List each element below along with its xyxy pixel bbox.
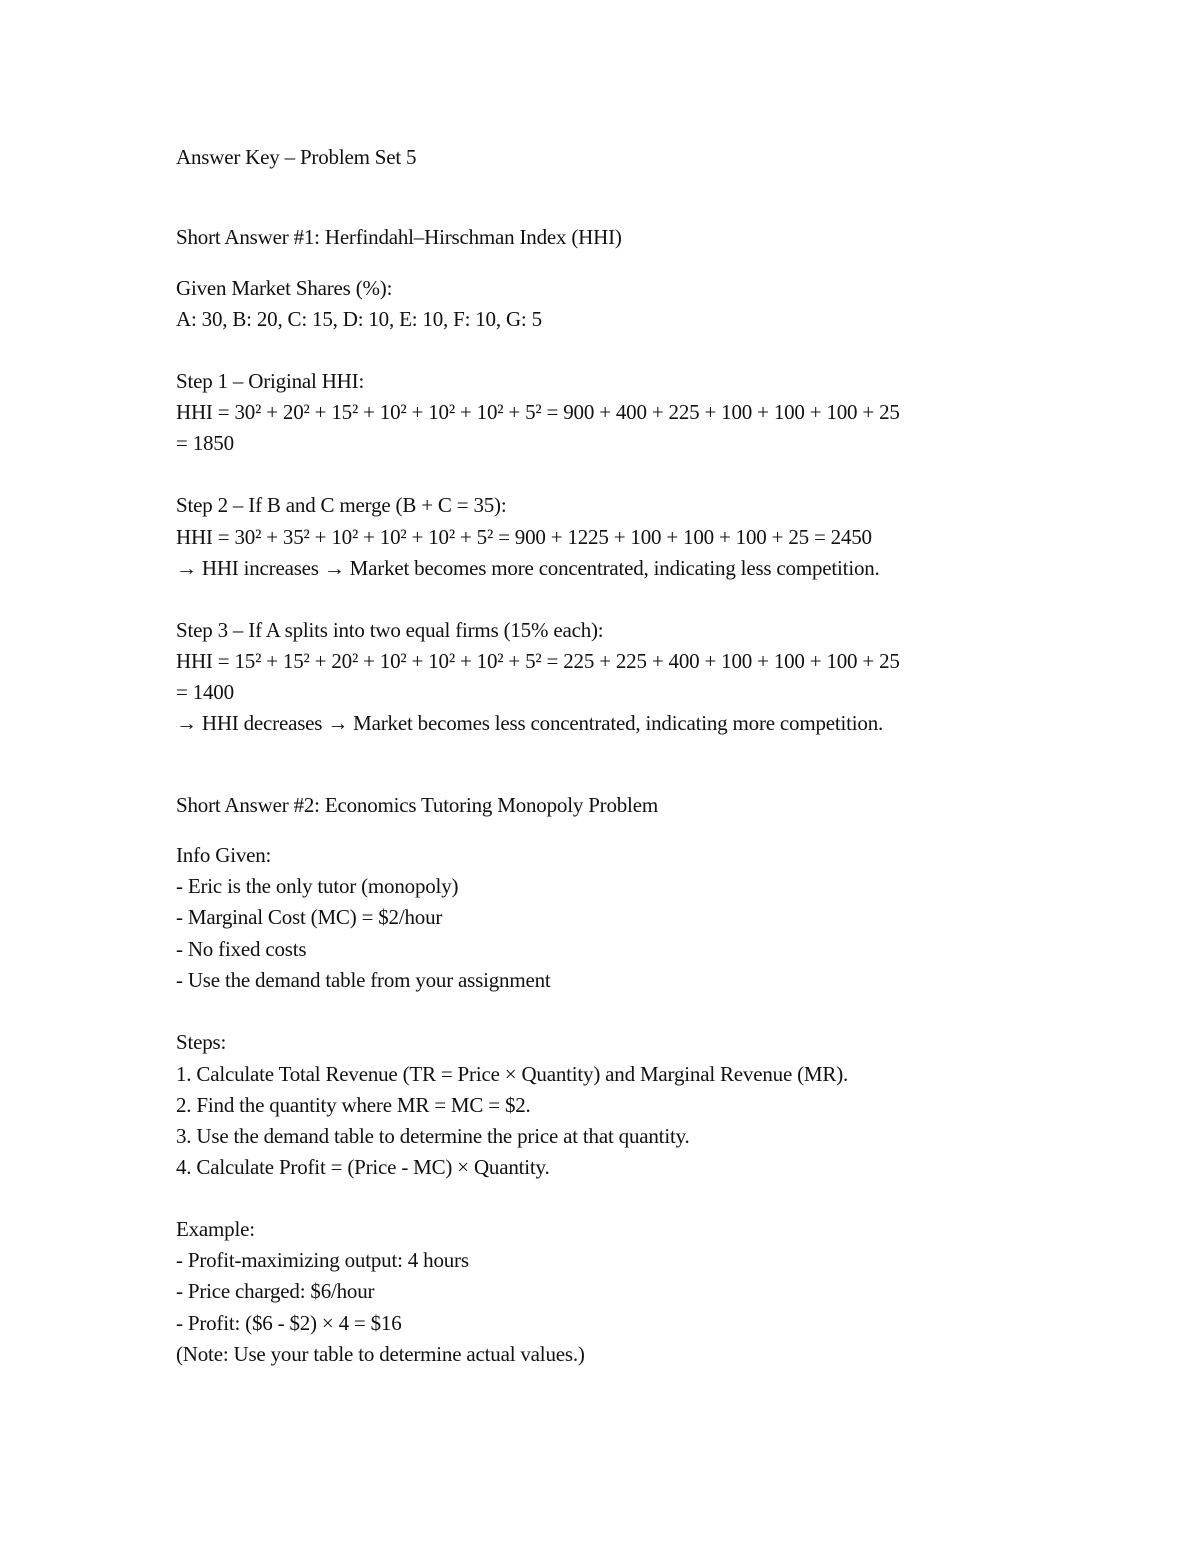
sa1-step3-result: = 1400 (176, 680, 234, 704)
sa1-step1-result: = 1850 (176, 431, 234, 455)
sa1-step3-title: Step 3 – If A splits into two equal firms (15% each): (176, 618, 604, 642)
document-title: Answer Key – Problem Set 5 (176, 145, 417, 169)
sa1-step2-formula: HHI = 30² + 35² + 10² + 10² + 10² + 5² = 900 + 1225 + 100 + 100 + 100 + 25 = 2450 (176, 525, 872, 549)
sa2-info-item: - Use the demand table from your assignment (176, 968, 551, 992)
sa1-step2-title: Step 2 – If B and C merge (B + C = 35): (176, 493, 507, 517)
sa2-info-item: - Marginal Cost (MC) = $2/hour (176, 905, 443, 929)
sa1-step3-formula: HHI = 15² + 15² + 20² + 10² + 10² + 10² + 5² = 225 + 225 + 400 + 100 + 100 + 100 + 25 (176, 649, 900, 673)
sa2-step-item: 1. Calculate Total Revenue (TR = Price × Quantity) and Marginal Revenue (MR). (176, 1062, 849, 1086)
sa2-note: (Note: Use your table to determine actual values.) (176, 1342, 585, 1366)
sa1-given-values: A: 30, B: 20, C: 15, D: 10, E: 10, F: 10, G: 5 (176, 307, 542, 331)
sa2-example-label: Example: (176, 1217, 255, 1241)
sa1-heading: Short Answer #1: Herfindahl–Hirschman Index (HHI) (176, 225, 622, 249)
sa2-info-label: Info Given: (176, 843, 272, 867)
sa1-step3-conclusion: → HHI decreases → Market becomes less concentrated, indicating more competition. (176, 711, 884, 735)
sa2-step-item: 4. Calculate Profit = (Price - MC) × Quantity. (176, 1155, 550, 1179)
sa2-example-item: - Profit-maximizing output: 4 hours (176, 1248, 469, 1272)
sa1-step2-conclusion: → HHI increases → Market becomes more concentrated, indicating less competition. (176, 556, 880, 580)
sa1-step1-formula: HHI = 30² + 20² + 15² + 10² + 10² + 10² + 5² = 900 + 400 + 225 + 100 + 100 + 100 + 25 (176, 400, 900, 424)
sa2-info-item: - No fixed costs (176, 937, 307, 961)
sa2-steps-label: Steps: (176, 1030, 227, 1054)
sa2-heading: Short Answer #2: Economics Tutoring Monopoly Problem (176, 793, 658, 817)
sa1-given-label: Given Market Shares (%): (176, 276, 393, 300)
sa1-step1-title: Step 1 – Original HHI: (176, 369, 365, 393)
sa2-step-item: 3. Use the demand table to determine the price at that quantity. (176, 1124, 690, 1148)
sa2-step-item: 2. Find the quantity where MR = MC = $2. (176, 1093, 531, 1117)
sa2-info-item: - Eric is the only tutor (monopoly) (176, 874, 459, 898)
sa2-example-item: - Profit: ($6 - $2) × 4 = $16 (176, 1311, 402, 1335)
sa2-example-item: - Price charged: $6/hour (176, 1279, 375, 1303)
